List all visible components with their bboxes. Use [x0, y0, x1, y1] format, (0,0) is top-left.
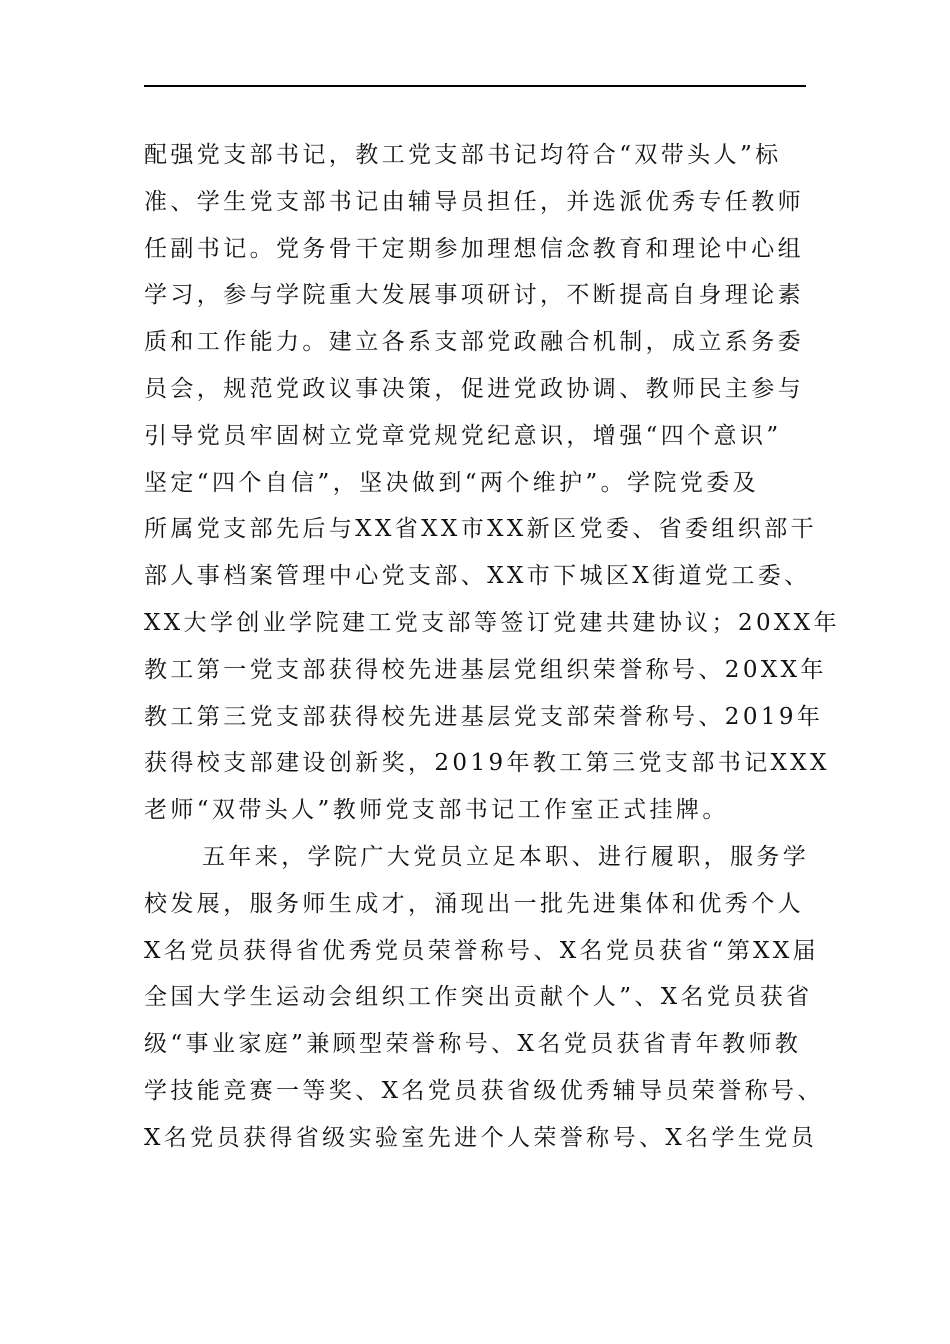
paragraph-2: [144, 834, 824, 1162]
header-rule: [144, 85, 806, 87]
text-line: 质和工作能力。建立各系支部党政融合机制，成立系务委: [144, 329, 804, 356]
text-line: 获得校支部建设创新奖，2019年教工第三党支部书记XXX: [144, 750, 830, 777]
text-line: 校发展，服务师生成才，涌现出一批先进集体和优秀个人: [144, 890, 804, 917]
text-line: 配强党支部书记，教工党支部书记均符合“双带头人”标: [144, 142, 782, 168]
text-line: 全国大学生运动会组织工作突出贡献个人”、X名党员获省: [144, 984, 813, 1011]
text-line: 坚定“四个自信”，坚决做到“两个维护”。学院党委及: [144, 469, 760, 496]
text-line: 教工第三党支部获得校先进基层党支部荣誉称号、2019年: [144, 703, 824, 730]
text-line: 级“事业家庭”兼顾型荣誉称号、X名党员获省青年教师教: [144, 1031, 802, 1058]
text-line: 五年来，学院广大党员立足本职、进行履职，服务学: [202, 843, 810, 870]
body-text: [144, 132, 840, 1162]
text-line: 学习，参与学院重大发展事项研讨，不断提高自身理论素: [144, 282, 804, 309]
text-line: 部人事档案管理中心党支部、XX市下城区X街道党工委、: [144, 563, 811, 590]
text-line: 学技能竞赛一等奖、X名党员获省级优秀辅导员荣誉称号、: [144, 1077, 824, 1104]
text-line: XX大学创业学院建工党支部等签订党建共建协议；20XX年: [144, 609, 840, 636]
paragraph-1: [144, 132, 840, 834]
text-line: 员会，规范党政议事决策，促进党政协调、教师民主参与: [144, 375, 804, 402]
text-line: X名党员获得省级实验室先进个人荣誉称号、X名学生党员: [144, 1124, 818, 1151]
text-line: X名党员获得省优秀党员荣誉称号、X名党员获省“第XX届: [144, 937, 820, 964]
text-line: 教工第一党支部获得校先进基层党组织荣誉称号、20XX年: [144, 656, 827, 683]
text-line: 老师“双带头人”教师党支部书记工作室正式挂牌。: [144, 797, 729, 824]
text-line: 引导党员牢固树立党章党规党纪意识，增强“四个意识”: [144, 422, 782, 449]
text-line: 准、学生党支部书记由辅导员担任，并选派优秀专任教师: [144, 188, 804, 215]
text-line: 所属党支部先后与XX省XX市XX新区党委、省委组织部干: [144, 516, 818, 543]
text-line: 任副书记。党务骨干定期参加理想信念教育和理论中心组: [144, 235, 804, 262]
